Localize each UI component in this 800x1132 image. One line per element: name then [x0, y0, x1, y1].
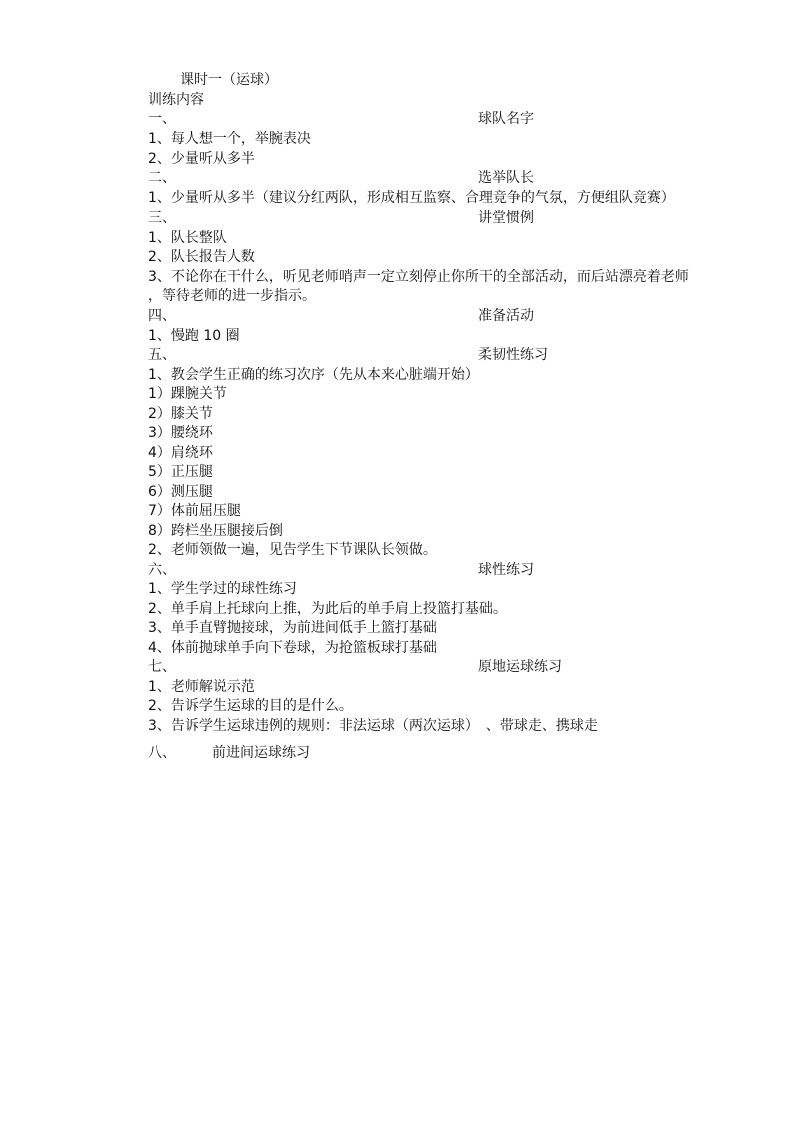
section-7-item-1: 1、老师解说示范	[148, 679, 255, 695]
section-1-item-1: 1、每人想一个，举腕表决	[148, 131, 311, 147]
section-7-item-3: 3、告诉学生运球违例的规则：非法运球（两次运球） 、带球走、携球走	[148, 718, 598, 734]
section-5-subitem-6: 6）测压腿	[148, 484, 213, 500]
section-6-heading: 球性练习	[478, 562, 534, 578]
section-4-heading: 准备活动	[478, 308, 534, 324]
section-7-number: 七、	[148, 659, 176, 675]
document-subtitle: 训练内容	[148, 92, 204, 108]
section-3-item-3-continued: ，等待老师的进一步指示。	[148, 288, 316, 304]
section-6-item-4: 4、体前抛球单手向下卷球，为抢篮板球打基础	[148, 640, 437, 656]
section-1-heading: 球队名字	[478, 111, 534, 127]
section-5-heading: 柔韧性练习	[478, 347, 548, 363]
section-8-heading: 前进间运球练习	[212, 745, 310, 761]
section-5-item-1: 1、教会学生正确的练习次序（先从本来心脏端开始）	[148, 367, 479, 383]
section-2-item-1: 1、少量听从多半（建议分红两队，形成相互监察、合理竞争的气氛，方便组队竞赛）	[148, 190, 675, 206]
section-6-item-1: 1、学生学过的球性练习	[148, 581, 297, 597]
section-5-subitem-7: 7）体前屈压腿	[148, 503, 241, 519]
section-5-subitem-1: 1）踝腕关节	[148, 386, 227, 402]
section-5-subitem-3: 3）腰绕环	[148, 425, 213, 441]
section-8-number: 八、	[148, 745, 176, 761]
section-6-number: 六、	[148, 562, 176, 578]
section-3-number: 三、	[148, 210, 176, 226]
section-5-subitem-4: 4）肩绕环	[148, 445, 213, 461]
section-7-heading: 原地运球练习	[478, 659, 562, 675]
section-5-subitem-2: 2）膝关节	[148, 406, 213, 422]
section-3-heading: 讲堂惯例	[478, 210, 534, 226]
section-7-item-2: 2、告诉学生运球的目的是什么。	[148, 698, 353, 714]
section-3-item-3: 3、不论你在干什么，听见老师哨声一定立刻停止你所干的全部活动，而后站漂亮着老师	[148, 269, 689, 285]
section-6-item-2: 2、单手肩上托球向上推，为此后的单手肩上投篮打基础。	[148, 601, 507, 617]
section-2-number: 二、	[148, 170, 176, 186]
section-1-item-2: 2、少量听从多半	[148, 151, 255, 167]
section-4-item-1: 1、慢跑 10 圈	[148, 328, 240, 344]
section-5-subitem-8: 8）跨栏坐压腿接后倒	[148, 523, 283, 539]
document-title: 课时一（运球）	[180, 72, 278, 88]
section-6-item-3: 3、单手直臂抛接球，为前进间低手上篮打基础	[148, 620, 437, 636]
section-5-subitem-5: 5）正压腿	[148, 464, 213, 480]
section-2-heading: 选举队长	[478, 170, 534, 186]
section-5-item-2: 2、老师领做一遍，见告学生下节课队长领做。	[148, 542, 437, 558]
section-3-item-2: 2、队长报告人数	[148, 249, 255, 265]
section-3-item-1: 1、队长整队	[148, 230, 227, 246]
section-4-number: 四、	[148, 308, 176, 324]
section-1-number: 一、	[148, 111, 176, 127]
section-5-number: 五、	[148, 347, 176, 363]
